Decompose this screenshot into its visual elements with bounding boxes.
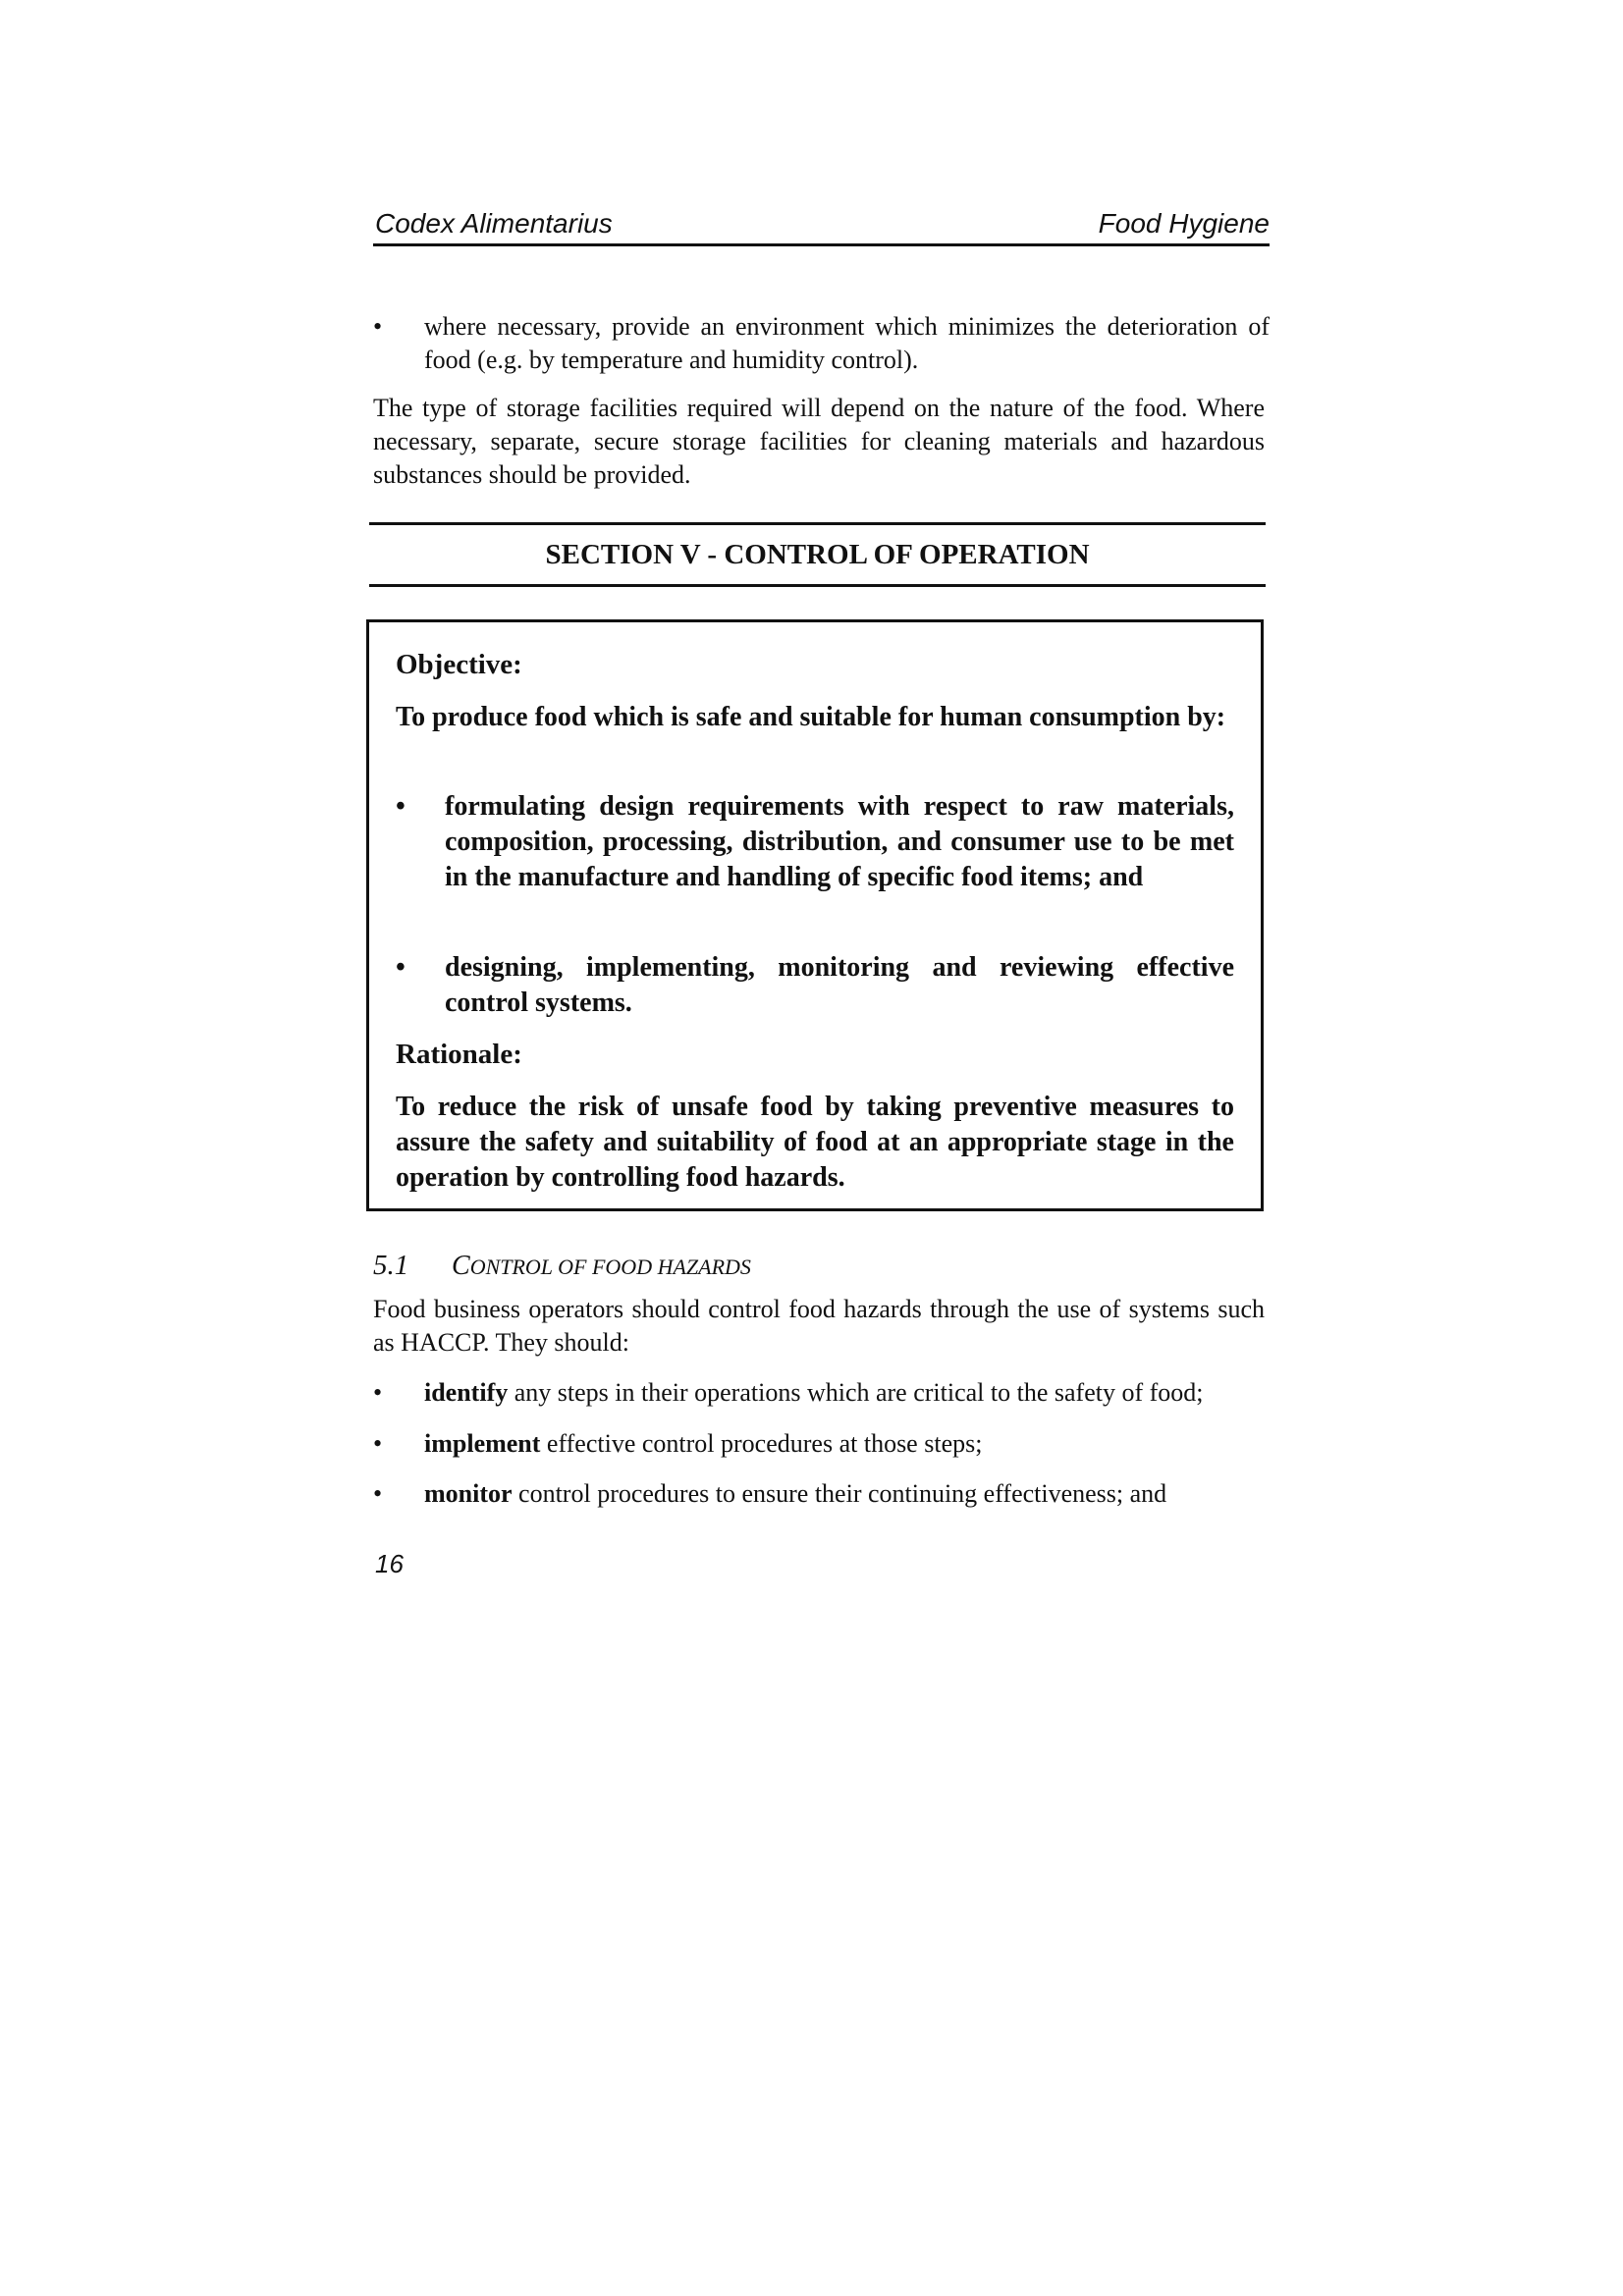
- list-item: [396, 950, 1234, 1021]
- list-item-lead: implement: [424, 1429, 541, 1458]
- objective-text: To produce food which is safe and suitable for human consumption by:: [396, 702, 1226, 732]
- bullet-icon: •: [373, 1479, 383, 1508]
- list-item-text: formulating design requirements with respect to raw materials, composition, processing, distribution, and consumer use to be met in the manufacture and handling of specific food items; and: [445, 791, 1234, 892]
- list-item: [373, 1477, 1270, 1511]
- list-item: [396, 789, 1234, 895]
- hazards-intro-paragraph: Food business operators should control food hazards through the use of systems such as HACCP. They should:: [373, 1295, 1265, 1357]
- subsection-number: 5.1: [373, 1250, 409, 1281]
- section-heading: SECTION V - CONTROL OF OPERATION: [369, 522, 1266, 587]
- bullet-icon: •: [373, 1378, 383, 1407]
- list-item-text: designing, implementing, monitoring and reviewing effective control systems.: [445, 952, 1234, 1018]
- bullet-icon: •: [373, 1429, 383, 1458]
- objective-label: Objective:: [396, 649, 522, 680]
- rationale-label: Rationale:: [396, 1039, 522, 1070]
- list-item-text: [424, 1427, 1270, 1461]
- bullet-icon: •: [396, 791, 406, 822]
- list-item-text: [424, 1376, 1270, 1410]
- objective-box: [366, 619, 1264, 1211]
- subsection-title: ONTROL OF FOOD HAZARDS: [469, 1255, 751, 1279]
- running-header: [373, 204, 1270, 246]
- storage-paragraph: The type of storage facilities required will depend on the nature of the food. Where necessary, separate, secure storage facilities for cleaning materials and hazardous substances should be provided.: [373, 394, 1265, 489]
- subsection-title-initial: C: [452, 1251, 470, 1281]
- list-item-body: any steps in their operations which are critical to the safety of food;: [508, 1378, 1204, 1407]
- list-item-text: [424, 1477, 1270, 1511]
- list-item: [373, 1427, 1270, 1461]
- header-left-title: Codex Alimentarius: [375, 208, 613, 239]
- subsection-heading: [373, 1250, 751, 1282]
- list-item-body: effective control procedures at those steps;: [540, 1429, 983, 1458]
- list-item: [373, 1376, 1270, 1410]
- list-item-lead: identify: [424, 1378, 509, 1407]
- list-item-body: control procedures to ensure their continuing effectiveness; and: [512, 1479, 1167, 1508]
- bullet-icon: •: [396, 952, 406, 983]
- list-item: [373, 310, 1270, 377]
- header-right-title: Food Hygiene: [1098, 208, 1270, 239]
- page-number: 16: [375, 1549, 404, 1578]
- list-item-text: where necessary, provide an environment which minimizes the deterioration of food (e.g. by temperature and humidity control).: [424, 312, 1270, 374]
- bullet-icon: •: [373, 312, 383, 341]
- rationale-text: To reduce the risk of unsafe food by taking preventive measures to assure the safety and suitability of food at an appropriate stage in the operation by controlling food hazards.: [396, 1092, 1234, 1193]
- list-item-lead: monitor: [424, 1479, 513, 1508]
